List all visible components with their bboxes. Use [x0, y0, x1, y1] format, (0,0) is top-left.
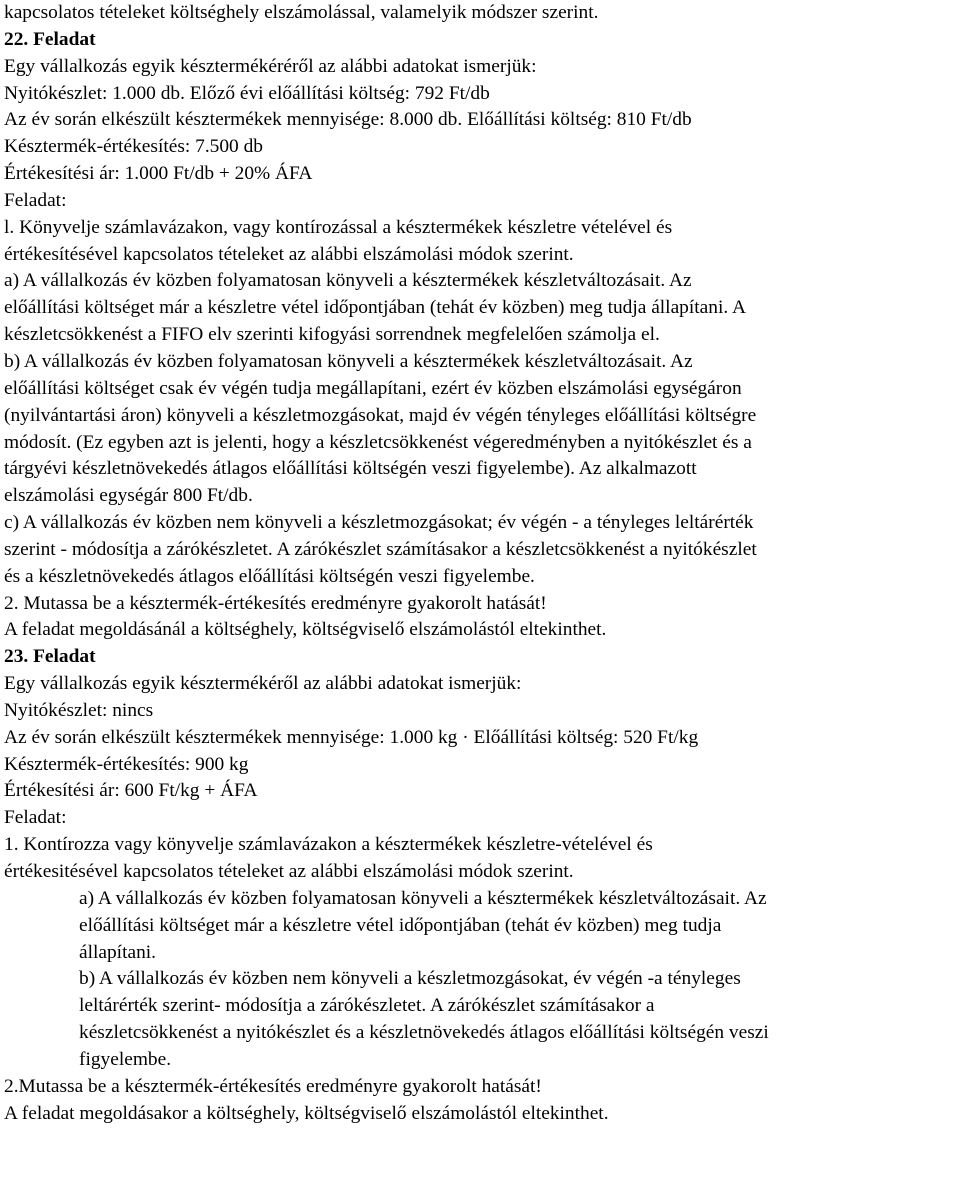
- task-23-note: A feladat megoldásakor a költséghely, költségviselő elszámolástól eltekinthet.: [4, 1102, 609, 1124]
- task-22-c-line-3: és a készletnövekedés átlagos előállítási költségén veszi figyelembe.: [4, 565, 535, 587]
- task-23-intro: Egy vállalkozás egyik késztermékéről az alábbi adatokat ismerjük:: [4, 673, 522, 695]
- task-23-price: Értékesítési ár: 600 Ft/kg + ÁFA: [4, 780, 258, 802]
- intro-continuation: kapcsolatos tételeket költséghely elszámolással, valamelyik módszer szerint.: [4, 2, 599, 23]
- task-22-point-1-line-1: l. Könyvelje számlavázakon, vagy kontírozással a késztermékek készletre vételével és: [4, 216, 673, 238]
- task-23-point-1-line-1: 1. Kontírozza vagy könyvelje számlavázakon a késztermékek készletre-vételével és: [4, 834, 653, 856]
- task-22-point-2: 2. Mutassa be a késztermék-értékesítés eredményre gyakorolt hatását!: [4, 592, 547, 614]
- task-22-intro: Egy vállalkozás egyik késztermékéréről az alábbi adatokat ismerjük:: [4, 55, 537, 77]
- task-23-point-1-line-2: értékesitésével kapcsolatos tételeket az alábbi elszámolási módok szerint.: [4, 861, 574, 882]
- task-23-b-line-1: b) A vállalkozás év közben nem könyveli a készletmozgásokat, év végén -a tényleges: [79, 968, 741, 990]
- task-22-b-line-5: tárgyévi készletnövekedés átlagos előállítási költségén veszi figyelembe). Az alkalmazott: [4, 458, 697, 480]
- task-23-b-line-2: leltárérték szerint- módosítja a zárókészletet. A zárókészlet számításakor a: [79, 995, 655, 1017]
- task-22-b-line-4: módosít. (Ez egyben azt is jelenti, hogy a készletcsökkenést végeredményben a nyitókészlet és a: [4, 431, 752, 453]
- task-22-price: Értékesítési ár: 1.000 Ft/db + 20% ÁFA: [4, 163, 313, 185]
- task-23-a-line-1: a) A vállalkozás év közben folyamatosan könyveli a késztermékek készletváltozásait. Az: [79, 887, 767, 909]
- task-23-b-line-3: készletcsökkenést a nyitókészlet és a készletnövekedés átlagos előállítási költségén veszi: [79, 1022, 769, 1044]
- task-22-a-line-1: a) A vállalkozás év közben folyamatosan könyveli a késztermékek készletváltozásait. Az: [4, 270, 692, 292]
- task-22-a-line-3: készletcsökkenést a FIFO elv szerinti kifogyási sorrendnek megfelelően számolja el.: [4, 324, 660, 346]
- task-23-point-2: 2.Mutassa be a késztermék-értékesítés eredményre gyakorolt hatását!: [4, 1075, 542, 1097]
- task-22-a-line-2: előállítási költséget már a készletre vétel időpontjában (tehát év közben) meg tudja állapítani. A: [4, 297, 746, 319]
- task-22-c-line-2: szerint - módosítja a zárókészletet. A zárókészlet számításakor a készletcsökkenést a nyitókészlet: [4, 538, 757, 560]
- task-22-note: A feladat megoldásánál a költséghely, költségviselő elszámolástól eltekinthet.: [4, 619, 607, 641]
- task-23-a-line-2: előállítási költséget már a készletre vétel időpontjában (tehát év közben) meg tudja: [79, 914, 722, 936]
- task-23-sales: Késztermék-értékesítés: 900 kg: [4, 753, 249, 775]
- task-23-b-line-4: figyelembe.: [79, 1048, 172, 1070]
- task-22-heading: 22. Feladat: [4, 28, 96, 50]
- task-22-opening-stock: Nyitókészlet: 1.000 db. Előző évi előállítási költség: 792 Ft/db: [4, 82, 490, 104]
- task-22-point-1-line-2: értékesítésével kapcsolatos tételeket az alábbi elszámolási módok szerint.: [4, 243, 574, 265]
- task-22-b-line-1: b) A vállalkozás év közben folyamatosan könyveli a késztermékek készletváltozásait. Az: [4, 350, 693, 372]
- task-22-assignment-label: Feladat:: [4, 189, 67, 211]
- task-22-c-line-1: c) A vállalkozás év közben nem könyveli a készletmozgásokat; év végén - a tényleges leltárérték: [4, 512, 754, 534]
- task-23-assignment-label: Feladat:: [4, 807, 67, 829]
- task-23-heading: 23. Feladat: [4, 646, 96, 668]
- task-23-opening-stock: Nyitókészlet: nincs: [4, 699, 154, 721]
- task-23-a-line-3: állapítani.: [79, 941, 156, 963]
- task-22-production: Az év során elkészült késztermékek mennyisége: 8.000 db. Előállítási költség: 810 Ft/db: [4, 109, 692, 131]
- task-22-sales: Késztermék-értékesítés: 7.500 db: [4, 136, 263, 158]
- task-22-b-line-2: előállítási költséget csak év végén tudja megállapítani, ezért év közben elszámolási egységáron: [4, 377, 742, 399]
- task-23-production: Az év során elkészült késztermékek mennyisége: 1.000 kg · Előállítási költség: 520 Ft/kg: [4, 726, 699, 748]
- task-22-b-line-6: elszámolási egységár 800 Ft/db.: [4, 485, 253, 507]
- task-22-b-line-3: (nyilvántartási áron) könyveli a készletmozgásokat, majd év végén tényleges előállítási költségre: [4, 404, 757, 426]
